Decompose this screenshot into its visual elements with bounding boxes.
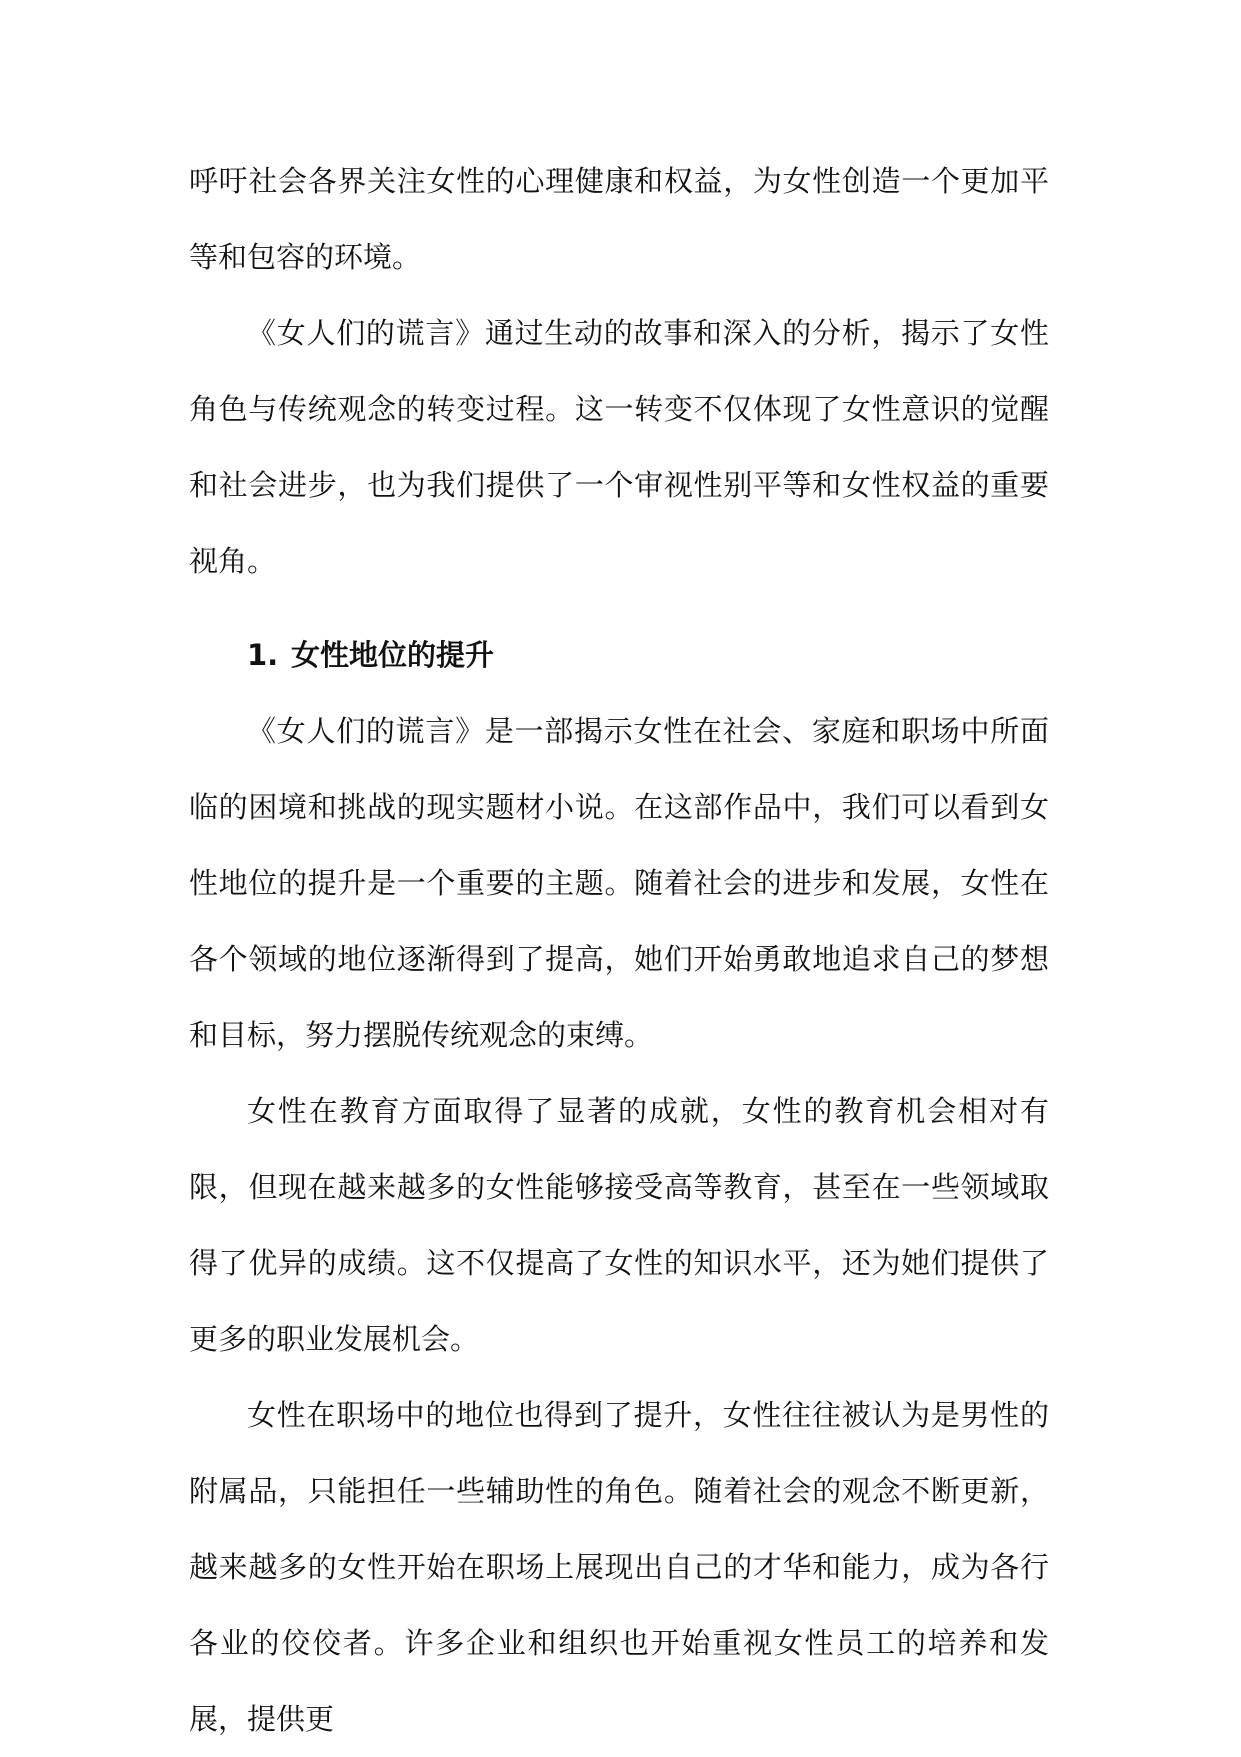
paragraph-education: 女性在教育方面取得了显著的成就，女性的教育机会相对有限，但现在越来越多的女性能够接受高等教育，甚至在一些领域取得了优异的成绩。这不仅提高了女性的知识水平，还为她们提供了更多的职业发展机会。 <box>189 1094 1049 1356</box>
section-heading <box>189 617 1049 693</box>
paragraph-continuation: 呼吁社会各界关注女性的心理健康和权益，为女性创造一个更加平等和包容的环境。 <box>189 164 1049 274</box>
section-title: 女性地位的提升 <box>291 638 495 672</box>
document-body <box>189 143 1049 1757</box>
section-number: 1. <box>247 638 279 672</box>
paragraph-intro: 《女人们的谎言》是一部揭示女性在社会、家庭和职场中所面临的困境和挑战的现实题材小说。在这部作品中，我们可以看到女性地位的提升是一个重要的主题。随着社会的进步和发展，女性在各个领域的地位逐渐得到了提高，她们开始勇敢地追求自己的梦想和目标，努力摆脱传统观念的束缚。 <box>189 714 1049 1052</box>
paragraph-workplace: 女性在职场中的地位也得到了提升，女性往往被认为是男性的附属品，只能担任一些辅助性的角色。随着社会的观念不断更新，越来越多的女性开始在职场上展现出自己的才华和能力，成为各行各业的佼佼者。许多企业和组织也开始重视女性员工的培养和发展，提供更 <box>189 1398 1049 1736</box>
paragraph-summary: 《女人们的谎言》通过生动的故事和深入的分析，揭示了女性角色与传统观念的转变过程。这一转变不仅体现了女性意识的觉醒和社会进步，也为我们提供了一个审视性别平等和女性权益的重要视角。 <box>189 316 1049 578</box>
